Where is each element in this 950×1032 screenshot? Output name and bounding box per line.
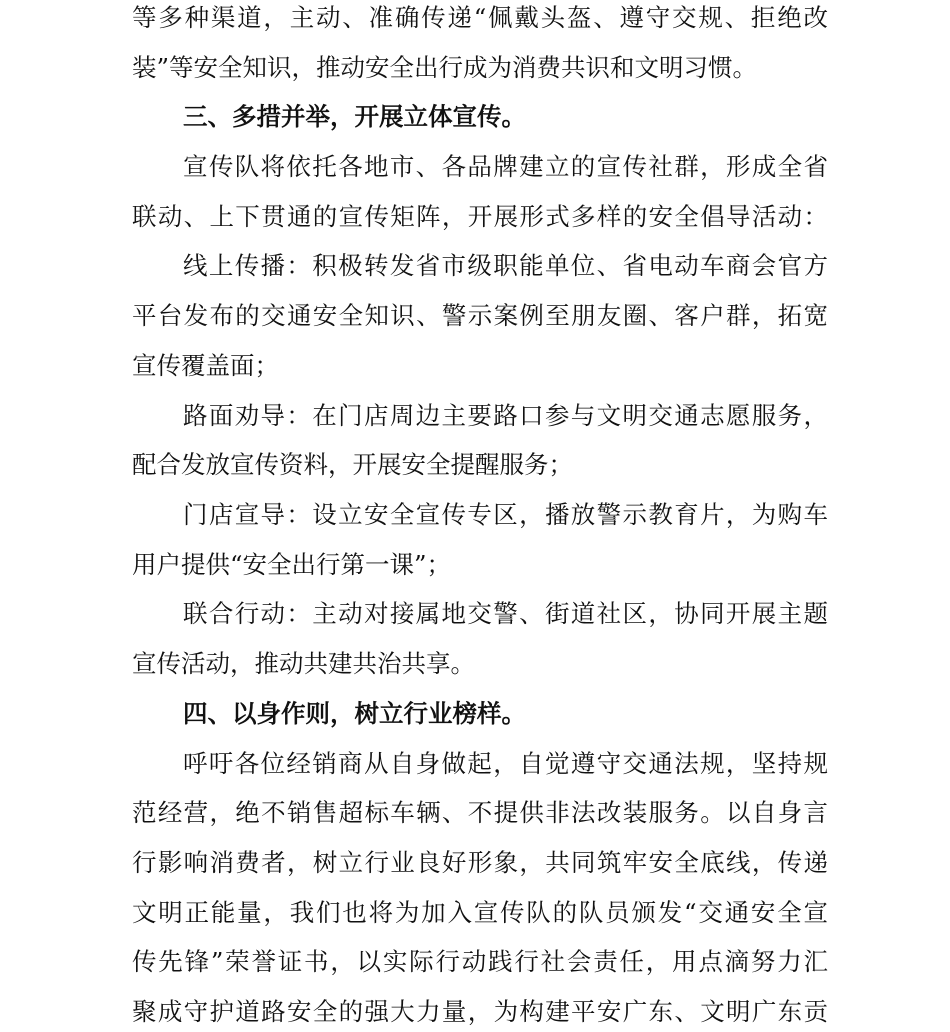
paragraph-line: 行影响消费者，树立行业良好形象，共同筑牢安全底线，传递 [132,848,828,877]
paragraph-line: 配合发放宣传资料，开展安全提醒服务； [132,450,573,479]
paragraph-line: 范经营，绝不销售超标车辆、不提供非法改装服务。以自身言 [132,798,828,827]
paragraph-line: 文明正能量，我们也将为加入宣传队的队员颁发“交通安全宣 [132,898,828,927]
paragraph-line: 宣传活动，推动共建共治共享。 [132,649,475,678]
section-heading: 三、多措并举，开展立体宣传。 [183,102,526,131]
paragraph-line: 平台发布的交通安全知识、警示案例至朋友圈、客户群，拓宽 [132,301,828,330]
paragraph-line: 门店宣导：设立安全宣传专区，播放警示教育片，为购车 [183,500,828,529]
section-heading: 四、以身作则，树立行业榜样。 [183,699,526,728]
paragraph-line: 联动、上下贯通的宣传矩阵，开展形式多样的安全倡导活动： [132,202,828,231]
paragraph-line: 宣传队将依托各地市、各品牌建立的宣传社群，形成全省 [183,152,828,181]
paragraph-line: 装”等安全知识，推动安全出行成为消费共识和文明习惯。 [132,53,758,82]
paragraph-line: 用户提供“安全出行第一课”； [132,550,452,579]
paragraph-line: 路面劝导：在门店周边主要路口参与文明交通志愿服务， [183,401,828,430]
paragraph-line: 宣传覆盖面； [132,351,279,380]
paragraph-line: 等多种渠道，主动、准确传递“佩戴头盔、遵守交规、拒绝改 [132,3,828,32]
paragraph-line: 线上传播：积极转发省市级职能单位、省电动车商会官方 [183,251,828,280]
paragraph-line: 传先锋”荣誉证书，以实际行动践行社会责任，用点滴努力汇 [132,947,828,976]
paragraph-line: 联合行动：主动对接属地交警、街道社区，协同开展主题 [183,599,828,628]
paragraph-line: 呼吁各位经销商从自身做起，自觉遵守交通法规，坚持规 [183,749,828,778]
paragraph-line: 聚成守护道路安全的强大力量，为构建平安广东、文明广东贡 [132,997,828,1026]
